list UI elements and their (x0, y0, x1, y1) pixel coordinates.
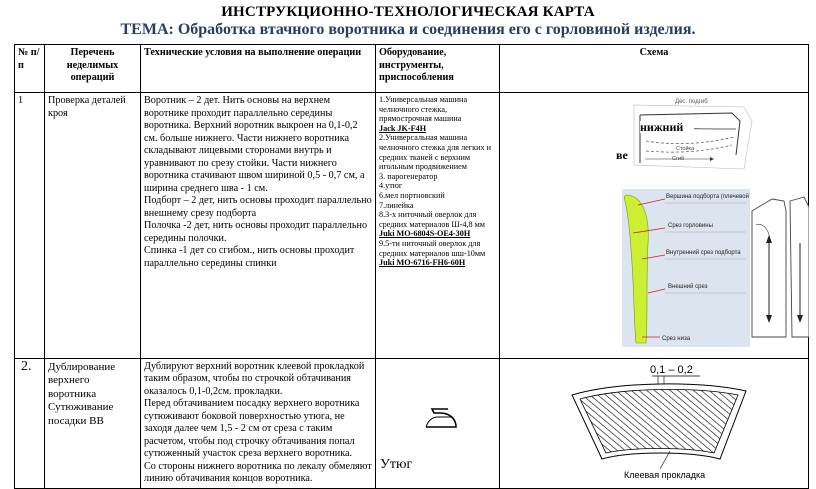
row2-operation: Дублирование верхнего воротника Сутюживание посадки ВВ (45, 358, 141, 488)
row2-tech-p2: Перед обтачиванием посадку верхнего воротника сутюживают боковой поверхностью утюга, не заходя далее чем 1,5 - 2 см от среза с таким расчетом, чтобы под строчку обтачивания попал сутюженный участок среза верхнего воротника. (144, 398, 360, 459)
header-equipment: Оборудование, инструменты, приспособления (376, 45, 500, 93)
garment-panels-diagram (752, 197, 809, 337)
document-title: ИНСТРУКЦИОННО-ТЕХНОЛОГИЧЕСКАЯ КАРТА (221, 4, 595, 20)
row2-num: 2. (15, 358, 45, 488)
header-num: № п/п (15, 45, 45, 93)
facing-label-inner: Внутренний срез подборта (666, 250, 741, 256)
table-row (15, 358, 809, 488)
equip-model: Juki MO-6804S-OE4-30H (379, 229, 471, 239)
row2-scheme (500, 358, 809, 488)
equip-model: Juki MO-6716-FH6-60H (379, 258, 466, 268)
table-row (15, 93, 809, 359)
collar-top-label: Дес. подгиб (675, 99, 708, 105)
facing-diagram (622, 189, 750, 347)
interlining-dimension: 0,1 – 0,2 (650, 363, 693, 376)
equip-line: 7.линейка (379, 200, 414, 210)
collar-upper-label: ве (616, 148, 628, 162)
row2-tech-p1: Дублируют верхний воротник клеевой прокладкой таким образом, чтобы по строчкой обтачивания оказалось 0,1-0,2см. прокладки. (144, 360, 365, 397)
facing-label-top: Вершина подборта (плечевой (666, 194, 749, 200)
row1-num: 1 (15, 93, 45, 359)
collar-inner-label-1: Стойка (676, 146, 695, 152)
row1-scheme-drawings (500, 93, 809, 353)
row1-scheme (500, 93, 809, 359)
equip-line: 4.утюг (379, 181, 403, 191)
equip-line: 3. парогенератор (379, 171, 438, 181)
collar-pattern-diagram (616, 99, 752, 169)
row1-operation: Проверка деталей кроя (45, 93, 141, 359)
row1-tech (141, 93, 376, 359)
header-technical-conditions: Технические условия на выполнение операции (141, 45, 376, 93)
facing-label-neck: Срез горловины (668, 223, 713, 229)
equip-line: 1.Универсальная машина челночного стежка, прямострочная машина (379, 95, 468, 124)
interlining-diagram (500, 359, 809, 483)
equip-line: 9.5-ти ниточный оверлок для средних материалов шш-10мм (379, 238, 486, 258)
row2-equipment (376, 358, 500, 488)
table-header-row (15, 45, 809, 93)
iron-icon (422, 405, 462, 431)
row1-tech-p3: Полочка -2 дет, нить основы проходит параллельно середины полочки. (144, 220, 368, 244)
row1-tech-p4: Спинка -1 дет со сгибом., нить основы проходит параллельно середины спинки (144, 245, 355, 269)
equip-line: 8.3-х ниточный оверлок для средних материалов Ш-4,8 мм (379, 210, 485, 229)
collar-lower-label: нижний (640, 120, 684, 134)
document-subtitle: ТЕМА: Обработка втачного воротника и соединения его с горловиной изделия. (120, 21, 696, 38)
equip-line: 2.Универсальная машина челночного стежка для легких и средних тканей с верхним игольным продвижением (379, 133, 492, 172)
tech-card-table (14, 44, 809, 489)
row2-equipment-label: Утюг (380, 456, 413, 472)
facing-label-hem: Срез низа (662, 336, 691, 342)
equip-line: 6.мел портновский (379, 190, 445, 200)
row2-tech-p3: Со стороны нижнего воротника по лекалу обмеляют линию обтачивания концов воротника. (144, 460, 372, 484)
equip-model: Jack JK-F4H (379, 123, 427, 133)
row1-tech-p1: Воротник – 2 дет. Нить основы на верхнем воротнике проходит параллельно середины воротника. Верхний воротник выкроен на 0,1-0,2 см. больше нижнего. Части нижнего воротника складывают лицевыми сторонами внутрь и уравнивают по срезу стойки. Части нижнего воротника стачивают швом шириной 0,5 - 0,7 см, а ширина среднего шва - 1 см. (144, 95, 365, 194)
header-scheme: Схема (500, 45, 809, 93)
header-operations: Перечень неделимых операций (45, 45, 141, 93)
row1-tech-p2: Подборт – 2 дет, нить основы проходит параллельно внешнему срезу подборта (144, 195, 372, 219)
row2-tech (141, 358, 376, 488)
collar-inner-label-2: Сгиб (672, 156, 685, 162)
facing-label-outer: Внешний срез (668, 284, 708, 290)
row1-equipment (376, 93, 500, 359)
interlining-label: Клеевая прокладка (624, 469, 706, 480)
